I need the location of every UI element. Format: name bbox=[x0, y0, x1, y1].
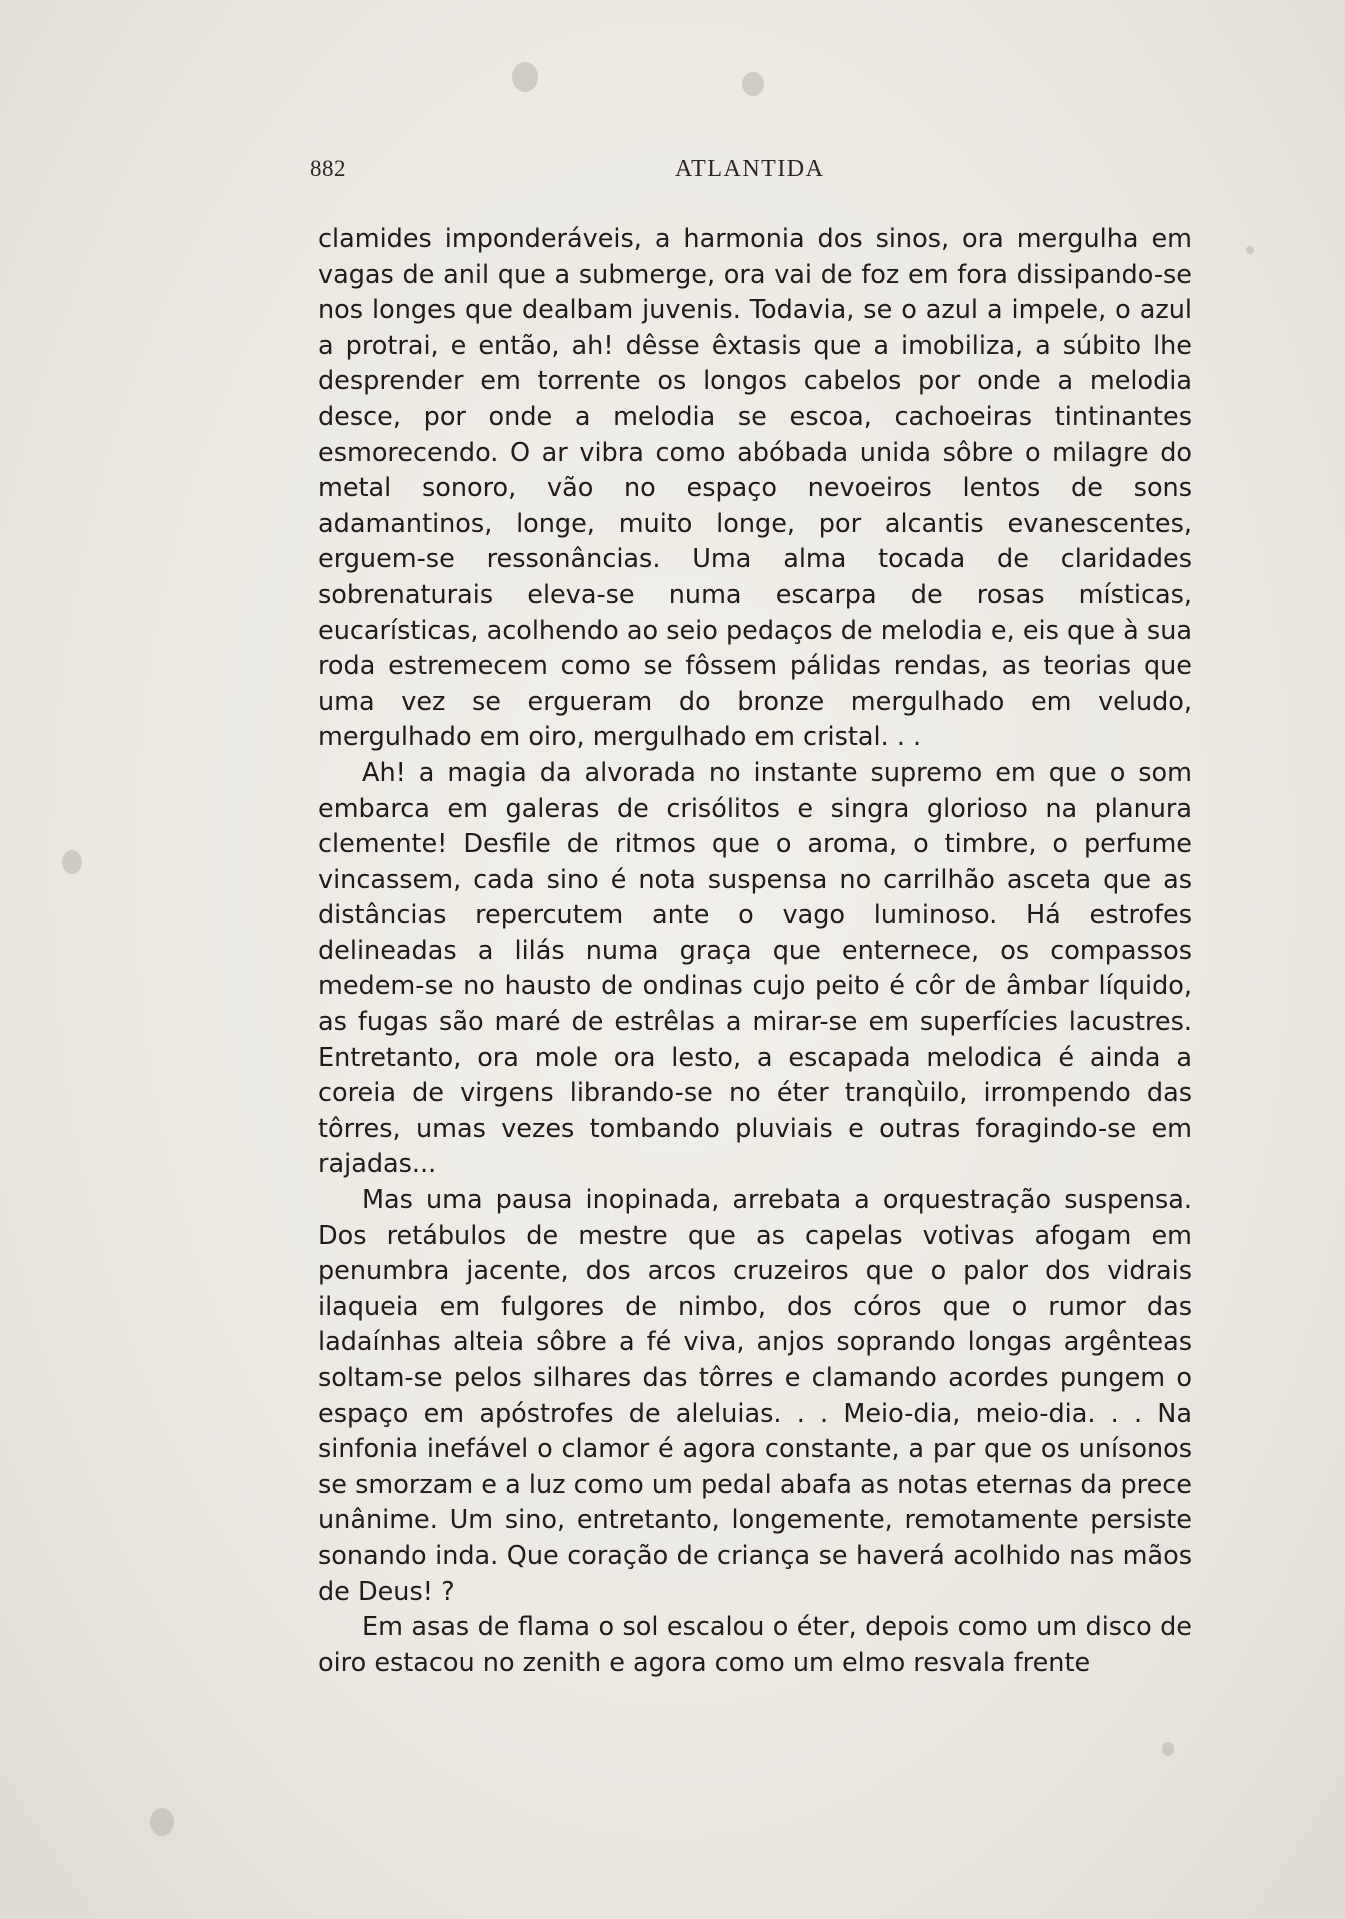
paper-speck bbox=[1162, 1742, 1174, 1756]
body-text bbox=[318, 222, 1192, 1681]
page-header bbox=[310, 156, 1190, 196]
paper-speck bbox=[62, 850, 82, 874]
paragraph: Ah! a magia da alvorada no instante supremo em que o som embarca em galeras de crisólitos e singra glorioso na planura clemente! Desfile de ritmos que o aroma, o timbre, o perfume vincassem, cada sino é nota suspensa no carrilhão asceta que as distâncias repercutem ante o vago luminoso. Há estrofes delineadas a lilás numa graça que enternece, os compassos medem-se no hausto de ondinas cujo peito é côr de âmbar líquido, as fugas são maré de estrêlas a mirar-se em superfícies lacustres. Entretanto, ora mole ora lesto, a escapada melodica é ainda a coreia de virgens librando-se no éter tranqùilo, irrompendo das tôrres, umas vezes tombando pluviais e outras foragindo-se em rajadas... bbox=[318, 757, 1192, 1180]
paragraph: clamides imponderáveis, a harmonia dos sinos, ora mergulha em vagas de anil que a submerge, ora vai de foz em fora dissipando-se nos longes que dealbam juvenis. Todavia, se o azul a impele, o azul a protrai, e então, ah! dêsse êxtasis que a imobiliza, a súbito lhe desprender em torrente os longos cabelos por onde a melodia desce, por onde a melodia se escoa, cachoeiras tintinantes esmorecendo. O ar vibra como abóbada unida sôbre o milagre do metal sonoro, vão no espaço nevoeiros lentos de sons adamantinos, longe, muito longe, por alcantis evanescentes, erguem-se ressonâncias. Uma alma tocada de claridades sobrenaturais eleva-se numa escarpa de rosas místicas, eucarísticas, acolhendo ao seio pedaços de melodia e, eis que à sua roda estremecem como se fôssem pálidas rendas, as teorias que uma vez se ergueram do bronze mergulhado em veludo, mergulhado em oiro, mergulhado em cristal. . . bbox=[318, 224, 1192, 753]
paper-speck bbox=[1246, 246, 1254, 254]
paper-speck bbox=[150, 1808, 174, 1836]
running-title: ATLANTIDA bbox=[675, 156, 825, 182]
paper-speck bbox=[742, 72, 764, 96]
page-number: 882 bbox=[310, 156, 346, 181]
paragraph: Em asas de flama o sol escalou o éter, depois como um disco de oiro estacou no zenith e agora como um elmo resvala frente bbox=[318, 1612, 1192, 1678]
paper-speck bbox=[512, 62, 538, 92]
paragraph: Mas uma pausa inopinada, arrebata a orquestração suspensa. Dos retábulos de mestre que as capelas votivas afogam em penumbra jacente, dos arcos cruzeiros que o palor dos vidrais ilaqueia em fulgores de nimbo, dos córos que o rumor das ladaínhas alteia sôbre a fé viva, anjos soprando longas argênteas soltam-se pelos silhares das tôrres e clamando acordes pungem o espaço em apóstrofes de aleluias. . . Meio-dia, meio-dia. . . Na sinfonia inefável o clamor é agora constante, a par que os unísonos se smorzam e a luz como um pedal abafa as notas eternas da prece unânime. Um sino, entretanto, longemente, remotamente persiste sonando inda. Que coração de criança se haverá acolhido nas mãos de Deus! ? bbox=[318, 1185, 1192, 1607]
